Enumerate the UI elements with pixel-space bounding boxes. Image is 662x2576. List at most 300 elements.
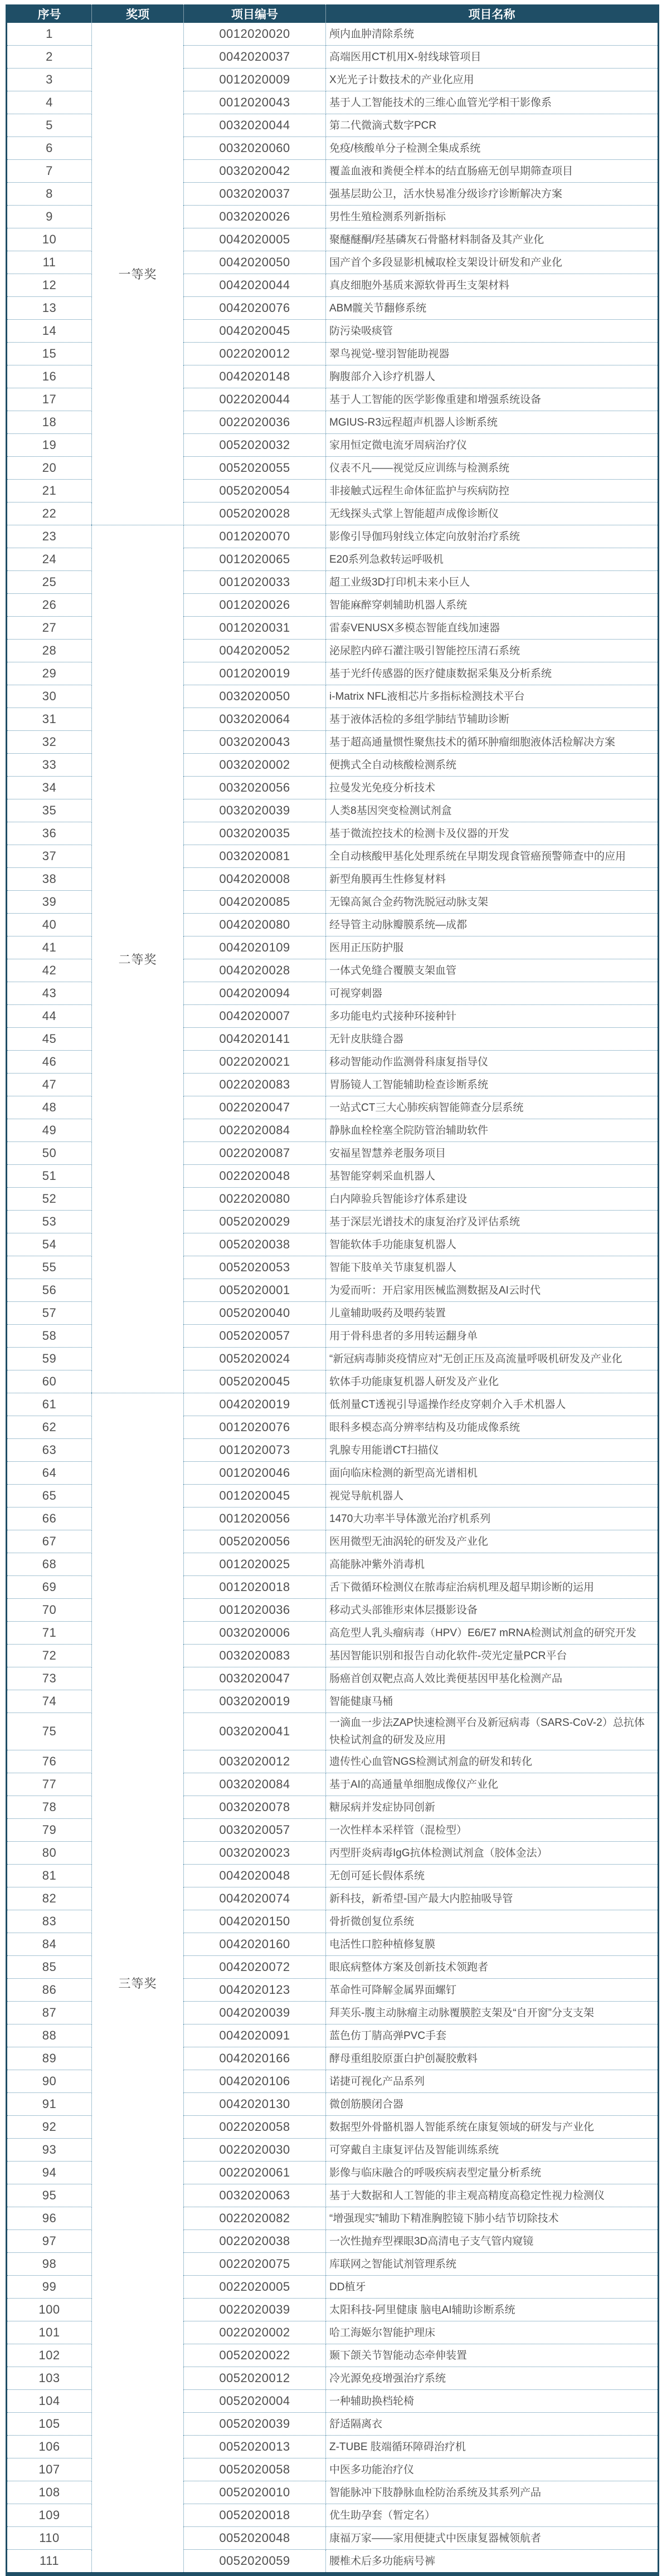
project-code: 0012020009 (184, 69, 326, 91)
project-code: 0022020082 (184, 2207, 326, 2230)
serial-number: 58 (7, 1325, 92, 1348)
serial-number: 60 (7, 1370, 92, 1393)
project-code: 0042020141 (184, 1028, 326, 1051)
project-name: “新冠病毒肺炎疫情应对”无创正压及高流量呼吸机研发及产业化 (326, 1348, 659, 1370)
project-code: 0042020106 (184, 2070, 326, 2093)
serial-number: 70 (7, 1599, 92, 1622)
project-code: 0042020166 (184, 2047, 326, 2070)
project-name: ABM髋关节翻修系统 (326, 297, 659, 320)
serial-number: 20 (7, 457, 92, 480)
serial-number: 50 (7, 1142, 92, 1165)
project-name: 拉曼发光免疫分析技术 (326, 777, 659, 799)
serial-number: 51 (7, 1165, 92, 1188)
project-code: 0032020084 (184, 1773, 326, 1796)
serial-number: 56 (7, 1279, 92, 1302)
project-code: 0052020001 (184, 1279, 326, 1302)
project-code: 0022020048 (184, 1165, 326, 1188)
serial-number: 108 (7, 2481, 92, 2504)
serial-number: 34 (7, 777, 92, 799)
project-code: 0052020004 (184, 2390, 326, 2413)
project-name: 拜芙乐-腹主动脉瘤主动脉覆膜腔支架及“自开窗”分支支架 (326, 2002, 659, 2024)
project-name: 胃肠镜人工智能辅助检查诊断系统 (326, 1074, 659, 1096)
project-name: 无创可延长假体系统 (326, 1865, 659, 1887)
project-name: 人类8基因突变检测试剂盒 (326, 799, 659, 822)
serial-number: 109 (7, 2504, 92, 2527)
serial-number: 110 (7, 2527, 92, 2550)
project-name: 丙型肝炎病毒IgG抗体检测试剂盒（胶体金法） (326, 1842, 659, 1865)
project-code: 0042020052 (184, 640, 326, 662)
project-name: 革命性可降解金属界面螺钉 (326, 1979, 659, 2002)
serial-number: 93 (7, 2139, 92, 2162)
project-code: 0052020012 (184, 2367, 326, 2390)
serial-number: 18 (7, 411, 92, 434)
serial-number: 46 (7, 1051, 92, 1074)
project-code: 0012020070 (184, 525, 326, 548)
serial-number: 23 (7, 525, 92, 548)
project-code: 0022020038 (184, 2230, 326, 2253)
project-name: 高端医用CT机用X-射线球管项目 (326, 46, 659, 69)
project-code: 0032020039 (184, 799, 326, 822)
project-code: 0012020018 (184, 1576, 326, 1599)
project-code: 0042020123 (184, 1979, 326, 2002)
serial-number: 101 (7, 2321, 92, 2344)
serial-number: 16 (7, 365, 92, 388)
table-header (7, 4, 659, 23)
project-code: 0012020076 (184, 1416, 326, 1439)
project-name: 男性生殖检测系列新指标 (326, 206, 659, 228)
project-name: 智能下肢单关节康复机器人 (326, 1256, 659, 1279)
project-code: 0042020074 (184, 1887, 326, 1910)
project-code: 0052020057 (184, 1325, 326, 1348)
serial-number: 42 (7, 959, 92, 982)
project-name: 多功能电灼式接种环接种针 (326, 1005, 659, 1028)
project-name: 眼科多模态高分辨率结构及功能成像系统 (326, 1416, 659, 1439)
project-code: 0052020029 (184, 1211, 326, 1233)
project-code: 0052020048 (184, 2527, 326, 2550)
serial-number: 24 (7, 548, 92, 571)
project-name: 无镍高氮合金药物洗脱冠动脉支架 (326, 891, 659, 914)
project-code: 0042020109 (184, 936, 326, 959)
project-name: 眼底病整体方案及创新技术领跑者 (326, 1956, 659, 1979)
project-name: 基智能穿刺采血机器人 (326, 1165, 659, 1188)
table-body (7, 23, 659, 2574)
project-code: 0032020026 (184, 206, 326, 228)
serial-number: 84 (7, 1933, 92, 1956)
project-code: 0042020019 (184, 1393, 326, 1416)
project-code: 0052020059 (184, 2550, 326, 2574)
project-name: “增强现实”辅助下精准胸腔镜下肺小结节切除技术 (326, 2207, 659, 2230)
award-group-label: 二等奖 (92, 525, 184, 1393)
project-name: 一次性样本采样管（混检型） (326, 1819, 659, 1842)
project-code: 0052020038 (184, 1233, 326, 1256)
project-code: 0032020060 (184, 137, 326, 160)
serial-number: 79 (7, 1819, 92, 1842)
project-code: 0042020007 (184, 1005, 326, 1028)
serial-number: 64 (7, 1462, 92, 1485)
serial-number: 105 (7, 2413, 92, 2436)
project-name: 酵母重组胶原蛋白护创凝胶敷料 (326, 2047, 659, 2070)
project-code: 0032020012 (184, 1750, 326, 1773)
project-code: 0032020081 (184, 845, 326, 868)
project-name: 诺捷可视化产品系列 (326, 2070, 659, 2093)
project-name: 影像引导伽玛射线立体定向放射治疗系统 (326, 525, 659, 548)
project-code: 0032020041 (184, 1713, 326, 1750)
project-name: 康福万家——家用便捷式中医康复器械领航者 (326, 2527, 659, 2550)
project-name: 智能健康马桶 (326, 1690, 659, 1713)
serial-number: 107 (7, 2458, 92, 2481)
project-name: 一种辅助换档轮椅 (326, 2390, 659, 2413)
project-name: 儿童辅助吸药及喂药装置 (326, 1302, 659, 1325)
project-name: DD植牙 (326, 2276, 659, 2299)
project-name: 翠鸟视觉-璧羽智能助视器 (326, 343, 659, 365)
serial-number: 97 (7, 2230, 92, 2253)
project-code: 0012020025 (184, 1553, 326, 1576)
serial-number: 31 (7, 708, 92, 731)
project-name: 舒适隔离衣 (326, 2413, 659, 2436)
serial-number: 13 (7, 297, 92, 320)
serial-number: 40 (7, 914, 92, 936)
serial-number: 59 (7, 1348, 92, 1370)
project-code: 0012020031 (184, 617, 326, 640)
project-code: 0042020085 (184, 891, 326, 914)
serial-number: 11 (7, 251, 92, 274)
project-name: 乳腺专用能谱CT扫描仪 (326, 1439, 659, 1462)
serial-number: 87 (7, 2002, 92, 2024)
project-code: 0042020150 (184, 1910, 326, 1933)
project-name: 移动式头部锥形束体层摄影设备 (326, 1599, 659, 1622)
project-code: 0042020050 (184, 251, 326, 274)
project-code: 0032020019 (184, 1690, 326, 1713)
serial-number: 9 (7, 206, 92, 228)
project-code: 0042020008 (184, 868, 326, 891)
header-row (7, 4, 659, 23)
project-name: 无线探头式掌上智能超声成像诊断仪 (326, 502, 659, 525)
project-code: 0042020044 (184, 274, 326, 297)
project-name: X光光子计数技术的产业化应用 (326, 69, 659, 91)
project-code: 0042020076 (184, 297, 326, 320)
serial-number: 38 (7, 868, 92, 891)
serial-number: 35 (7, 799, 92, 822)
project-name: 低剂量CT透视引导遥操作经皮穿刺介入手术机器人 (326, 1393, 659, 1416)
serial-number: 106 (7, 2436, 92, 2458)
serial-number: 62 (7, 1416, 92, 1439)
project-name: 基于人工智能技术的三维心血管光学相干影像系 (326, 91, 659, 114)
award-group-label: 三等奖 (92, 1393, 184, 2574)
project-name: 国产首个多段显影机械取栓支架设计研发和产业化 (326, 251, 659, 274)
serial-number: 103 (7, 2367, 92, 2390)
project-name: 免疫/核酸单分子检测全集成系统 (326, 137, 659, 160)
project-code: 0052020032 (184, 434, 326, 457)
serial-number: 90 (7, 2070, 92, 2093)
project-code: 0042020072 (184, 1956, 326, 1979)
project-code: 0012020045 (184, 1485, 326, 1507)
serial-number: 2 (7, 46, 92, 69)
project-code: 0022020083 (184, 1074, 326, 1096)
serial-number: 53 (7, 1211, 92, 1233)
project-code: 0052020022 (184, 2344, 326, 2367)
column-header-award: 奖项 (92, 4, 184, 23)
project-code: 0022020021 (184, 1051, 326, 1074)
project-name: 颅内血肿清除系统 (326, 23, 659, 46)
serial-number: 36 (7, 822, 92, 845)
serial-number: 85 (7, 1956, 92, 1979)
project-code: 0042020039 (184, 2002, 326, 2024)
project-code: 0052020024 (184, 1348, 326, 1370)
serial-number: 3 (7, 69, 92, 91)
project-name: 一次性抛弃型裸眼3D高清电子支气管内窥镜 (326, 2230, 659, 2253)
project-code: 0022020002 (184, 2321, 326, 2344)
serial-number: 82 (7, 1887, 92, 1910)
project-code: 0042020094 (184, 982, 326, 1005)
serial-number: 10 (7, 228, 92, 251)
project-name: 太阳科技-阿里健康 脑电AI辅助诊断系统 (326, 2299, 659, 2321)
project-name: 覆盖血液和粪便全样本的结直肠癌无创早期筛查项目 (326, 160, 659, 183)
serial-number: 22 (7, 502, 92, 525)
project-code: 0032020035 (184, 822, 326, 845)
serial-number: 102 (7, 2344, 92, 2367)
project-code: 0012020033 (184, 571, 326, 594)
table-row (7, 525, 659, 548)
project-code: 0032020023 (184, 1842, 326, 1865)
serial-number: 111 (7, 2550, 92, 2574)
serial-number: 69 (7, 1576, 92, 1599)
serial-number: 33 (7, 754, 92, 777)
project-code: 0042020028 (184, 959, 326, 982)
project-name: 蓝色仿丁腈高弹PVC手套 (326, 2024, 659, 2047)
serial-number: 29 (7, 662, 92, 685)
project-name: 面向临床检测的新型高光谱相机 (326, 1462, 659, 1485)
serial-number: 72 (7, 1645, 92, 1667)
project-code: 0052020010 (184, 2481, 326, 2504)
project-code: 0032020044 (184, 114, 326, 137)
serial-number: 61 (7, 1393, 92, 1416)
serial-number: 5 (7, 114, 92, 137)
serial-number: 43 (7, 982, 92, 1005)
project-name: 超工业级3D打印机未来小巨人 (326, 571, 659, 594)
project-code: 0022020044 (184, 388, 326, 411)
serial-number: 1 (7, 23, 92, 46)
project-code: 0042020045 (184, 320, 326, 343)
table-row (7, 23, 659, 46)
serial-number: 37 (7, 845, 92, 868)
project-code: 0042020160 (184, 1933, 326, 1956)
project-name: 静脉血栓栓塞全院防管治辅助软件 (326, 1119, 659, 1142)
serial-number: 26 (7, 594, 92, 617)
serial-number: 66 (7, 1507, 92, 1530)
project-name: 经导管主动脉瓣膜系统—成都 (326, 914, 659, 936)
project-name: 医用正压防护服 (326, 936, 659, 959)
award-project-table (6, 4, 659, 2576)
project-code: 0052020039 (184, 2413, 326, 2436)
serial-number: 96 (7, 2207, 92, 2230)
serial-number: 28 (7, 640, 92, 662)
project-code: 0032020057 (184, 1819, 326, 1842)
project-code: 0012020046 (184, 1462, 326, 1485)
serial-number: 76 (7, 1750, 92, 1773)
project-code: 0022020047 (184, 1096, 326, 1119)
project-code: 0022020087 (184, 1142, 326, 1165)
project-code: 0032020047 (184, 1667, 326, 1690)
project-name: 库联网之智能试剂管理系统 (326, 2253, 659, 2276)
project-name: 医用微型无油涡轮的研发及产业化 (326, 1530, 659, 1553)
serial-number: 4 (7, 91, 92, 114)
serial-number: 91 (7, 2093, 92, 2116)
project-name: 全自动核酸甲基化处理系统在早期发现食管癌预警筛查中的应用 (326, 845, 659, 868)
project-name: 便携式全自动核酸检测系统 (326, 754, 659, 777)
project-code: 0032020042 (184, 160, 326, 183)
project-code: 0032020063 (184, 2184, 326, 2207)
serial-number: 94 (7, 2162, 92, 2184)
project-code: 0012020036 (184, 1599, 326, 1622)
project-name: 智能软体手功能康复机器人 (326, 1233, 659, 1256)
serial-number: 27 (7, 617, 92, 640)
project-code: 0012020056 (184, 1507, 326, 1530)
project-code: 0052020053 (184, 1256, 326, 1279)
project-code: 0012020020 (184, 23, 326, 46)
project-code: 0052020045 (184, 1370, 326, 1393)
project-code: 0032020083 (184, 1645, 326, 1667)
serial-number: 77 (7, 1773, 92, 1796)
project-name: 基因智能识别和报告自动化软件-荧光定量PCR平台 (326, 1645, 659, 1667)
project-name: 基于光纤传感器的医疗健康数据采集及分析系统 (326, 662, 659, 685)
project-name: 可穿戴自主康复评估及智能训练系统 (326, 2139, 659, 2162)
serial-number: 52 (7, 1188, 92, 1211)
serial-number: 41 (7, 936, 92, 959)
serial-number: 32 (7, 731, 92, 754)
serial-number: 74 (7, 1690, 92, 1713)
serial-number: 39 (7, 891, 92, 914)
project-name: 智能脉冲下肢静脉血栓防治系统及其系列产品 (326, 2481, 659, 2504)
serial-number: 57 (7, 1302, 92, 1325)
project-name: 仪表不凡——视觉反应训练与检测系统 (326, 457, 659, 480)
project-name: 基于深层光谱技术的康复治疗及评估系统 (326, 1211, 659, 1233)
project-name: 新型角膜再生性修复材料 (326, 868, 659, 891)
project-name: 可视穿刺器 (326, 982, 659, 1005)
project-name: 真皮细胞外基质来源软骨再生支架材料 (326, 274, 659, 297)
project-name: 移动智能动作监测骨科康复指导仪 (326, 1051, 659, 1074)
project-name: MGIUS-R3远程超声机器人诊断系统 (326, 411, 659, 434)
project-code: 0032020078 (184, 1796, 326, 1819)
serial-number: 19 (7, 434, 92, 457)
project-name: 基于AI的高通量单细胞成像仪产业化 (326, 1773, 659, 1796)
project-name: 第二代微滴式数字PCR (326, 114, 659, 137)
project-code: 0052020054 (184, 480, 326, 502)
project-name: 冷光源免疫增强治疗系统 (326, 2367, 659, 2390)
project-name: 胸腹部介入诊疗机器人 (326, 365, 659, 388)
project-name: E20系列急救转运呼吸机 (326, 548, 659, 571)
serial-number: 17 (7, 388, 92, 411)
project-code: 0032020050 (184, 685, 326, 708)
project-code: 0022020005 (184, 2276, 326, 2299)
project-name: 防污染吸痰管 (326, 320, 659, 343)
project-code: 0042020080 (184, 914, 326, 936)
project-name: 基于液体活检的多组学肺结节辅助诊断 (326, 708, 659, 731)
project-name: 糖尿病并发症协同创新 (326, 1796, 659, 1819)
project-code: 0012020026 (184, 594, 326, 617)
serial-number: 71 (7, 1622, 92, 1645)
project-code: 0032020064 (184, 708, 326, 731)
project-name: 一滴血一步法ZAP快速检测平台及新冠病毒（SARS-CoV-2）总抗体快检试剂盒的研发及应用 (326, 1713, 659, 1750)
project-code: 0042020005 (184, 228, 326, 251)
project-code: 0012020019 (184, 662, 326, 685)
serial-number: 83 (7, 1910, 92, 1933)
serial-number: 67 (7, 1530, 92, 1553)
project-name: 影像与临床融合的呼吸疾病表型定量分析系统 (326, 2162, 659, 2184)
project-code: 0012020043 (184, 91, 326, 114)
project-name: 泌尿腔内碎石灌注吸引智能控压清石系统 (326, 640, 659, 662)
project-code: 0022020084 (184, 1119, 326, 1142)
serial-number: 99 (7, 2276, 92, 2299)
column-header-serial: 序号 (7, 4, 92, 23)
project-code: 0022020039 (184, 2299, 326, 2321)
project-code: 0032020002 (184, 754, 326, 777)
serial-number: 45 (7, 1028, 92, 1051)
project-code: 0012020073 (184, 1439, 326, 1462)
serial-number: 88 (7, 2024, 92, 2047)
project-name: 基于微流控技术的检测卡及仪器的开发 (326, 822, 659, 845)
project-name: 中医多功能治疗仪 (326, 2458, 659, 2481)
serial-number: 48 (7, 1096, 92, 1119)
serial-number: 25 (7, 571, 92, 594)
serial-number: 80 (7, 1842, 92, 1865)
project-code: 0012020065 (184, 548, 326, 571)
project-name: 遗传性心血管NGS检测试剂盒的研发和转化 (326, 1750, 659, 1773)
project-name: 一站式CT三大心肺疾病智能筛查分层系统 (326, 1096, 659, 1119)
project-name: 1470大功率半导体激光治疗机系列 (326, 1507, 659, 1530)
project-name: 智能麻醉穿刺辅助机器人系统 (326, 594, 659, 617)
project-name: 白内障验兵智能诊疗体系建设 (326, 1188, 659, 1211)
serial-number: 8 (7, 183, 92, 206)
project-code: 0042020091 (184, 2024, 326, 2047)
serial-number: 15 (7, 343, 92, 365)
serial-number: 68 (7, 1553, 92, 1576)
project-name: 数据型外骨骼机器人智能系统在康复领域的研发与产业化 (326, 2116, 659, 2139)
project-code: 0022020036 (184, 411, 326, 434)
project-code: 0042020130 (184, 2093, 326, 2116)
serial-number: 65 (7, 1485, 92, 1507)
project-code: 0022020061 (184, 2162, 326, 2184)
serial-number: 63 (7, 1439, 92, 1462)
serial-number: 49 (7, 1119, 92, 1142)
project-name: 舌下微循环检测仪在脓毒症治病机理及超早期诊断的运用 (326, 1576, 659, 1599)
serial-number: 86 (7, 1979, 92, 2002)
project-name: 强基层助公卫，活水快易准分级诊疗诊断解决方案 (326, 183, 659, 206)
serial-number: 7 (7, 160, 92, 183)
project-name: 新科技，新希望-国产最大内腔抽吸导管 (326, 1887, 659, 1910)
project-code: 0022020080 (184, 1188, 326, 1211)
serial-number: 92 (7, 2116, 92, 2139)
project-name: 骨折微创复位系统 (326, 1910, 659, 1933)
project-code: 0032020006 (184, 1622, 326, 1645)
project-name: 雷泰VENUSX多模态智能直线加速器 (326, 617, 659, 640)
serial-number: 100 (7, 2299, 92, 2321)
serial-number: 81 (7, 1865, 92, 1887)
project-code: 0042020148 (184, 365, 326, 388)
serial-number: 98 (7, 2253, 92, 2276)
project-name: 基于超高通量惯性聚焦技术的循环肿瘤细胞液体活检解决方案 (326, 731, 659, 754)
project-name: 安福星智慧养老服务项目 (326, 1142, 659, 1165)
project-code: 0052020055 (184, 457, 326, 480)
project-code: 0052020056 (184, 1530, 326, 1553)
serial-number: 78 (7, 1796, 92, 1819)
serial-number: 6 (7, 137, 92, 160)
project-code: 0042020037 (184, 46, 326, 69)
project-name: 肠癌首创双靶点高人效比粪便基因甲基化检测产品 (326, 1667, 659, 1690)
project-code: 0022020058 (184, 2116, 326, 2139)
serial-number: 47 (7, 1074, 92, 1096)
serial-number: 54 (7, 1233, 92, 1256)
serial-number: 75 (7, 1713, 92, 1750)
